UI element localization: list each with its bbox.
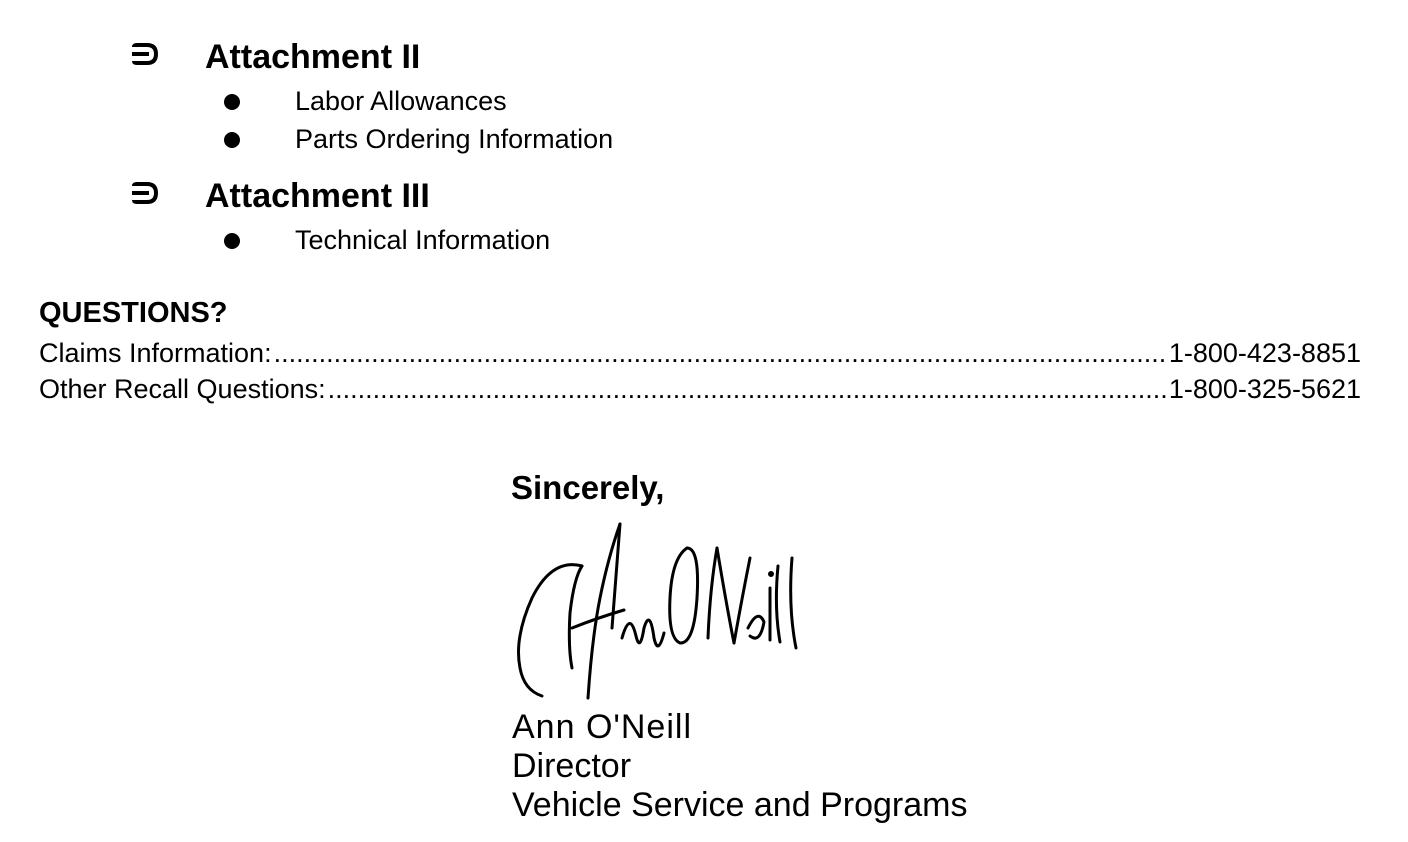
attachment-title: Attachment III	[205, 177, 430, 215]
signer-title: Director	[512, 747, 632, 785]
handwritten-signature	[512, 518, 807, 706]
list-item-label: Parts Ordering Information	[295, 124, 614, 154]
dot-leader	[328, 372, 1167, 406]
contact-label: Other Recall Questions:	[39, 374, 326, 404]
list-item-label: Labor Allowances	[295, 86, 507, 116]
arrow-right-icon	[132, 182, 158, 204]
attachment-title: Attachment II	[205, 38, 421, 76]
closing-salutation: Sincerely,	[511, 469, 665, 506]
contact-phone: 1-800-423-8851	[1168, 338, 1361, 368]
signer-department: Vehicle Service and Programs	[512, 786, 968, 824]
dot-leader	[274, 336, 1167, 370]
contact-label: Claims Information:	[39, 338, 272, 368]
bullet-icon	[224, 132, 240, 148]
arrow-right-icon	[132, 43, 158, 65]
list-item-label: Technical Information	[295, 225, 551, 255]
contact-row-claims	[39, 336, 1361, 370]
bullet-icon	[224, 94, 240, 110]
bullet-icon	[224, 233, 240, 249]
signer-name: Ann O'Neill	[512, 708, 693, 746]
contact-phone: 1-800-325-5621	[1168, 374, 1361, 404]
questions-heading: QUESTIONS?	[39, 297, 228, 329]
contact-row-recall	[39, 372, 1361, 406]
